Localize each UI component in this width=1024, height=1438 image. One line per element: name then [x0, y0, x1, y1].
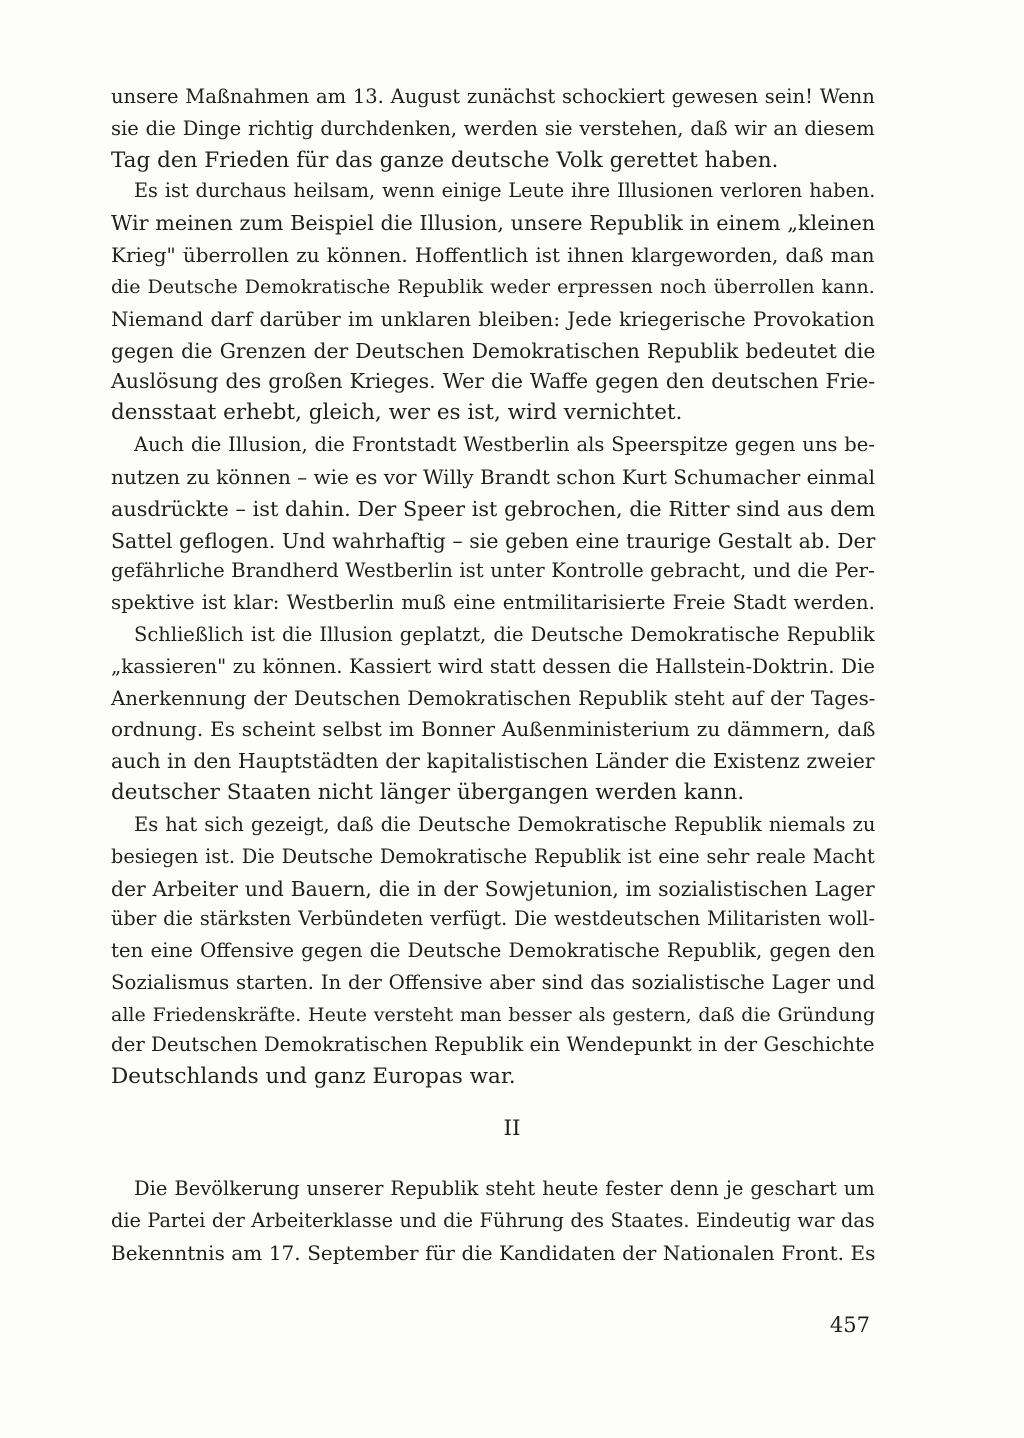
text-line: auch in den Hauptstädten der kapitalistischen Länder die Existenz zweier — [111, 749, 875, 773]
text-line: Schließlich ist die Illusion geplatzt, die Deutsche Demokratische Republik — [134, 623, 875, 646]
text-line: Sozialismus starten. In der Offensive aber sind das sozialistische Lager und — [111, 971, 875, 994]
text-line: der Deutschen Demokratischen Republik ein Wendepunkt in der Geschichte — [111, 1033, 875, 1056]
text-line: densstaat erhebt, gleich, wer es ist, wird vernichtet. — [111, 400, 683, 425]
text-line: Auch die Illusion, die Frontstadt Westberlin als Speerspitze gegen uns be- — [134, 433, 875, 456]
text-line: unsere Maßnahmen am 13. August zunächst schockiert gewesen sein! Wenn — [111, 85, 875, 108]
text-line: spektive ist klar: Westberlin muß eine entmilitarisierte Freie Stadt werden. — [111, 591, 875, 614]
text-line: sie die Dinge richtig durchdenken, werden sie verstehen, daß wir an diesem — [111, 117, 875, 140]
text-line: Deutschlands und ganz Europas war. — [111, 1064, 516, 1089]
text-line: ten eine Offensive gegen die Deutsche Demokratische Republik, gegen den — [111, 939, 876, 962]
text-line: alle Friedenskräfte. Heute versteht man besser als gestern, daß die Gründung — [111, 1004, 876, 1026]
text-line: Wir meinen zum Beispiel die Illusion, unsere Republik in einem „kleinen — [111, 211, 876, 235]
text-line: die Partei der Arbeiterklasse und die Führung des Staates. Eindeutig war das — [111, 1209, 875, 1232]
text-line: deutscher Staaten nicht länger übergangen werden kann. — [111, 780, 745, 805]
text-line: besiegen ist. Die Deutsche Demokratische Republik ist eine sehr reale Macht — [111, 845, 875, 868]
text-line: über die stärksten Verbündeten verfügt. Die westdeutschen Militaristen woll- — [111, 907, 875, 930]
section-heading: II — [503, 1116, 521, 1141]
text-line: ordnung. Es scheint selbst im Bonner Außenministerium zu dämmern, daß — [111, 717, 876, 741]
text-line: Krieg" überrollen zu können. Hoffentlich ist ihnen klargeworden, daß man — [111, 243, 875, 267]
text-line: die Deutsche Demokratische Republik weder erpressen noch überrollen kann. — [111, 276, 875, 298]
text-line: Auslösung des großen Krieges. Wer die Waffe gegen den deutschen Frie- — [111, 369, 876, 393]
text-line: gegen die Grenzen der Deutschen Demokratischen Republik bedeutet die — [111, 339, 876, 363]
text-line: Es hat sich gezeigt, daß die Deutsche Demokratische Republik niemals zu — [134, 813, 876, 836]
text-line: Anerkennung der Deutschen Demokratischen Republik steht auf der Tages- — [111, 687, 876, 710]
text-line: gefährliche Brandherd Westberlin ist unter Kontrolle gebracht, und die Per- — [111, 559, 875, 582]
text-line: Sattel geflogen. Und wahrhaftig – sie geben eine traurige Gestalt ab. Der — [111, 529, 876, 553]
text-line: nutzen zu können – wie es vor Willy Brandt schon Kurt Schumacher einmal — [111, 465, 876, 489]
page-number: 457 — [829, 1313, 870, 1337]
text-line: Tag den Frieden für das ganze deutsche Volk gerettet haben. — [111, 148, 779, 173]
text-line: „kassieren" zu können. Kassiert wird statt dessen die Hallstein-Doktrin. Die — [111, 655, 875, 678]
text-line: Die Bevölkerung unserer Republik steht heute fester denn je geschart um — [134, 1177, 875, 1200]
text-line: Bekenntnis am 17. September für die Kandidaten der Nationalen Front. Es — [111, 1241, 876, 1265]
text-line: ausdrückte – ist dahin. Der Speer ist gebrochen, die Ritter sind aus dem — [111, 497, 876, 521]
text-line: Es ist durchaus heilsam, wenn einige Leute ihre Illusionen verloren haben. — [134, 179, 876, 202]
text-line: der Arbeiter und Bauern, die in der Sowjetunion, im sozialistischen Lager — [111, 877, 875, 901]
text-line: Niemand darf darüber im unklaren bleiben: Jede kriegerische Provokation — [111, 307, 875, 331]
body-text — [111, 0, 876, 1265]
